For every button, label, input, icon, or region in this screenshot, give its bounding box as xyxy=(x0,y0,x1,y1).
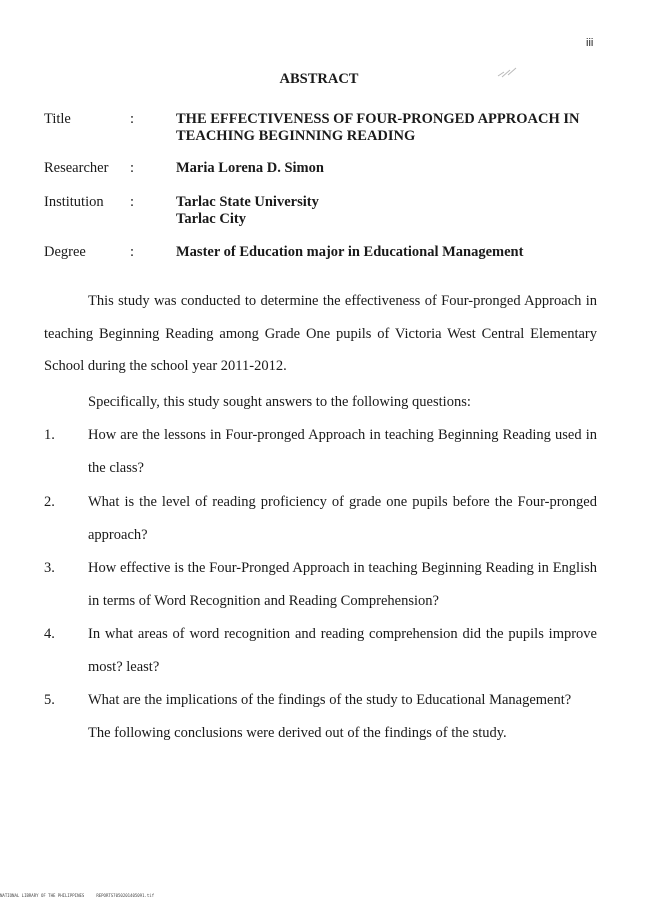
question-text: How are the lessons in Four-pronged Approach in teaching Beginning Reading used in the class? xyxy=(88,427,597,476)
intro-paragraph: This study was conducted to determine the effectiveness of Four-pronged Approach in teaching Beginning Reading among Grade One pupils of Victoria West Central Elementary School during the school year 2011-2012. xyxy=(44,293,597,374)
conclusion-intro: The following conclusions were derived out of the findings of the study. xyxy=(88,725,507,741)
question-number: 4. xyxy=(44,626,55,642)
meta-label: Researcher xyxy=(44,160,109,176)
question-text: What are the implications of the findings of the study to Educational Management? xyxy=(88,692,572,708)
title-line-2: TEACHING BEGINNING READING xyxy=(176,128,416,144)
page-number: iii xyxy=(586,37,594,49)
abstract-heading: ABSTRACT xyxy=(279,71,359,87)
question-number: 3. xyxy=(44,560,55,576)
meta-label: Institution xyxy=(44,194,104,210)
question-number: 2. xyxy=(44,494,55,510)
meta-value xyxy=(176,160,606,177)
researcher-name: Maria Lorena D. Simon xyxy=(176,160,324,176)
title-line-1: THE EFFECTIVENESS OF FOUR-PRONGED APPROACH IN xyxy=(176,111,580,127)
scan-footer: NATIONAL LIBRARY OF THE PHILIPPINES REPORTS7050201405091.tif xyxy=(0,893,155,898)
meta-colon: : xyxy=(130,244,135,260)
meta-label: Degree xyxy=(44,244,86,260)
question-number: 1. xyxy=(44,427,55,443)
meta-value xyxy=(176,244,606,261)
institution-line-1: Tarlac State University xyxy=(176,194,319,210)
meta-colon: : xyxy=(130,111,135,127)
question-text: In what areas of word recognition and reading comprehension did the pupils improve most? least? xyxy=(88,626,597,675)
meta-value xyxy=(176,111,606,145)
question-text: How effective is the Four-Pronged Approach in teaching Beginning Reading in English in terms of Word Recognition and Reading Comprehension? xyxy=(88,560,597,609)
question-text: What is the level of reading proficiency of grade one pupils before the Four-pronged approach? xyxy=(88,494,597,543)
question-number: 5. xyxy=(44,692,55,708)
meta-colon: : xyxy=(130,160,135,176)
meta-label: Title xyxy=(44,111,71,127)
degree-value: Master of Education major in Educational Management xyxy=(176,244,524,260)
institution-line-2: Tarlac City xyxy=(176,211,246,227)
meta-value xyxy=(176,194,606,228)
questions-intro: Specifically, this study sought answers to the following questions: xyxy=(88,394,471,410)
meta-colon: : xyxy=(130,194,135,210)
